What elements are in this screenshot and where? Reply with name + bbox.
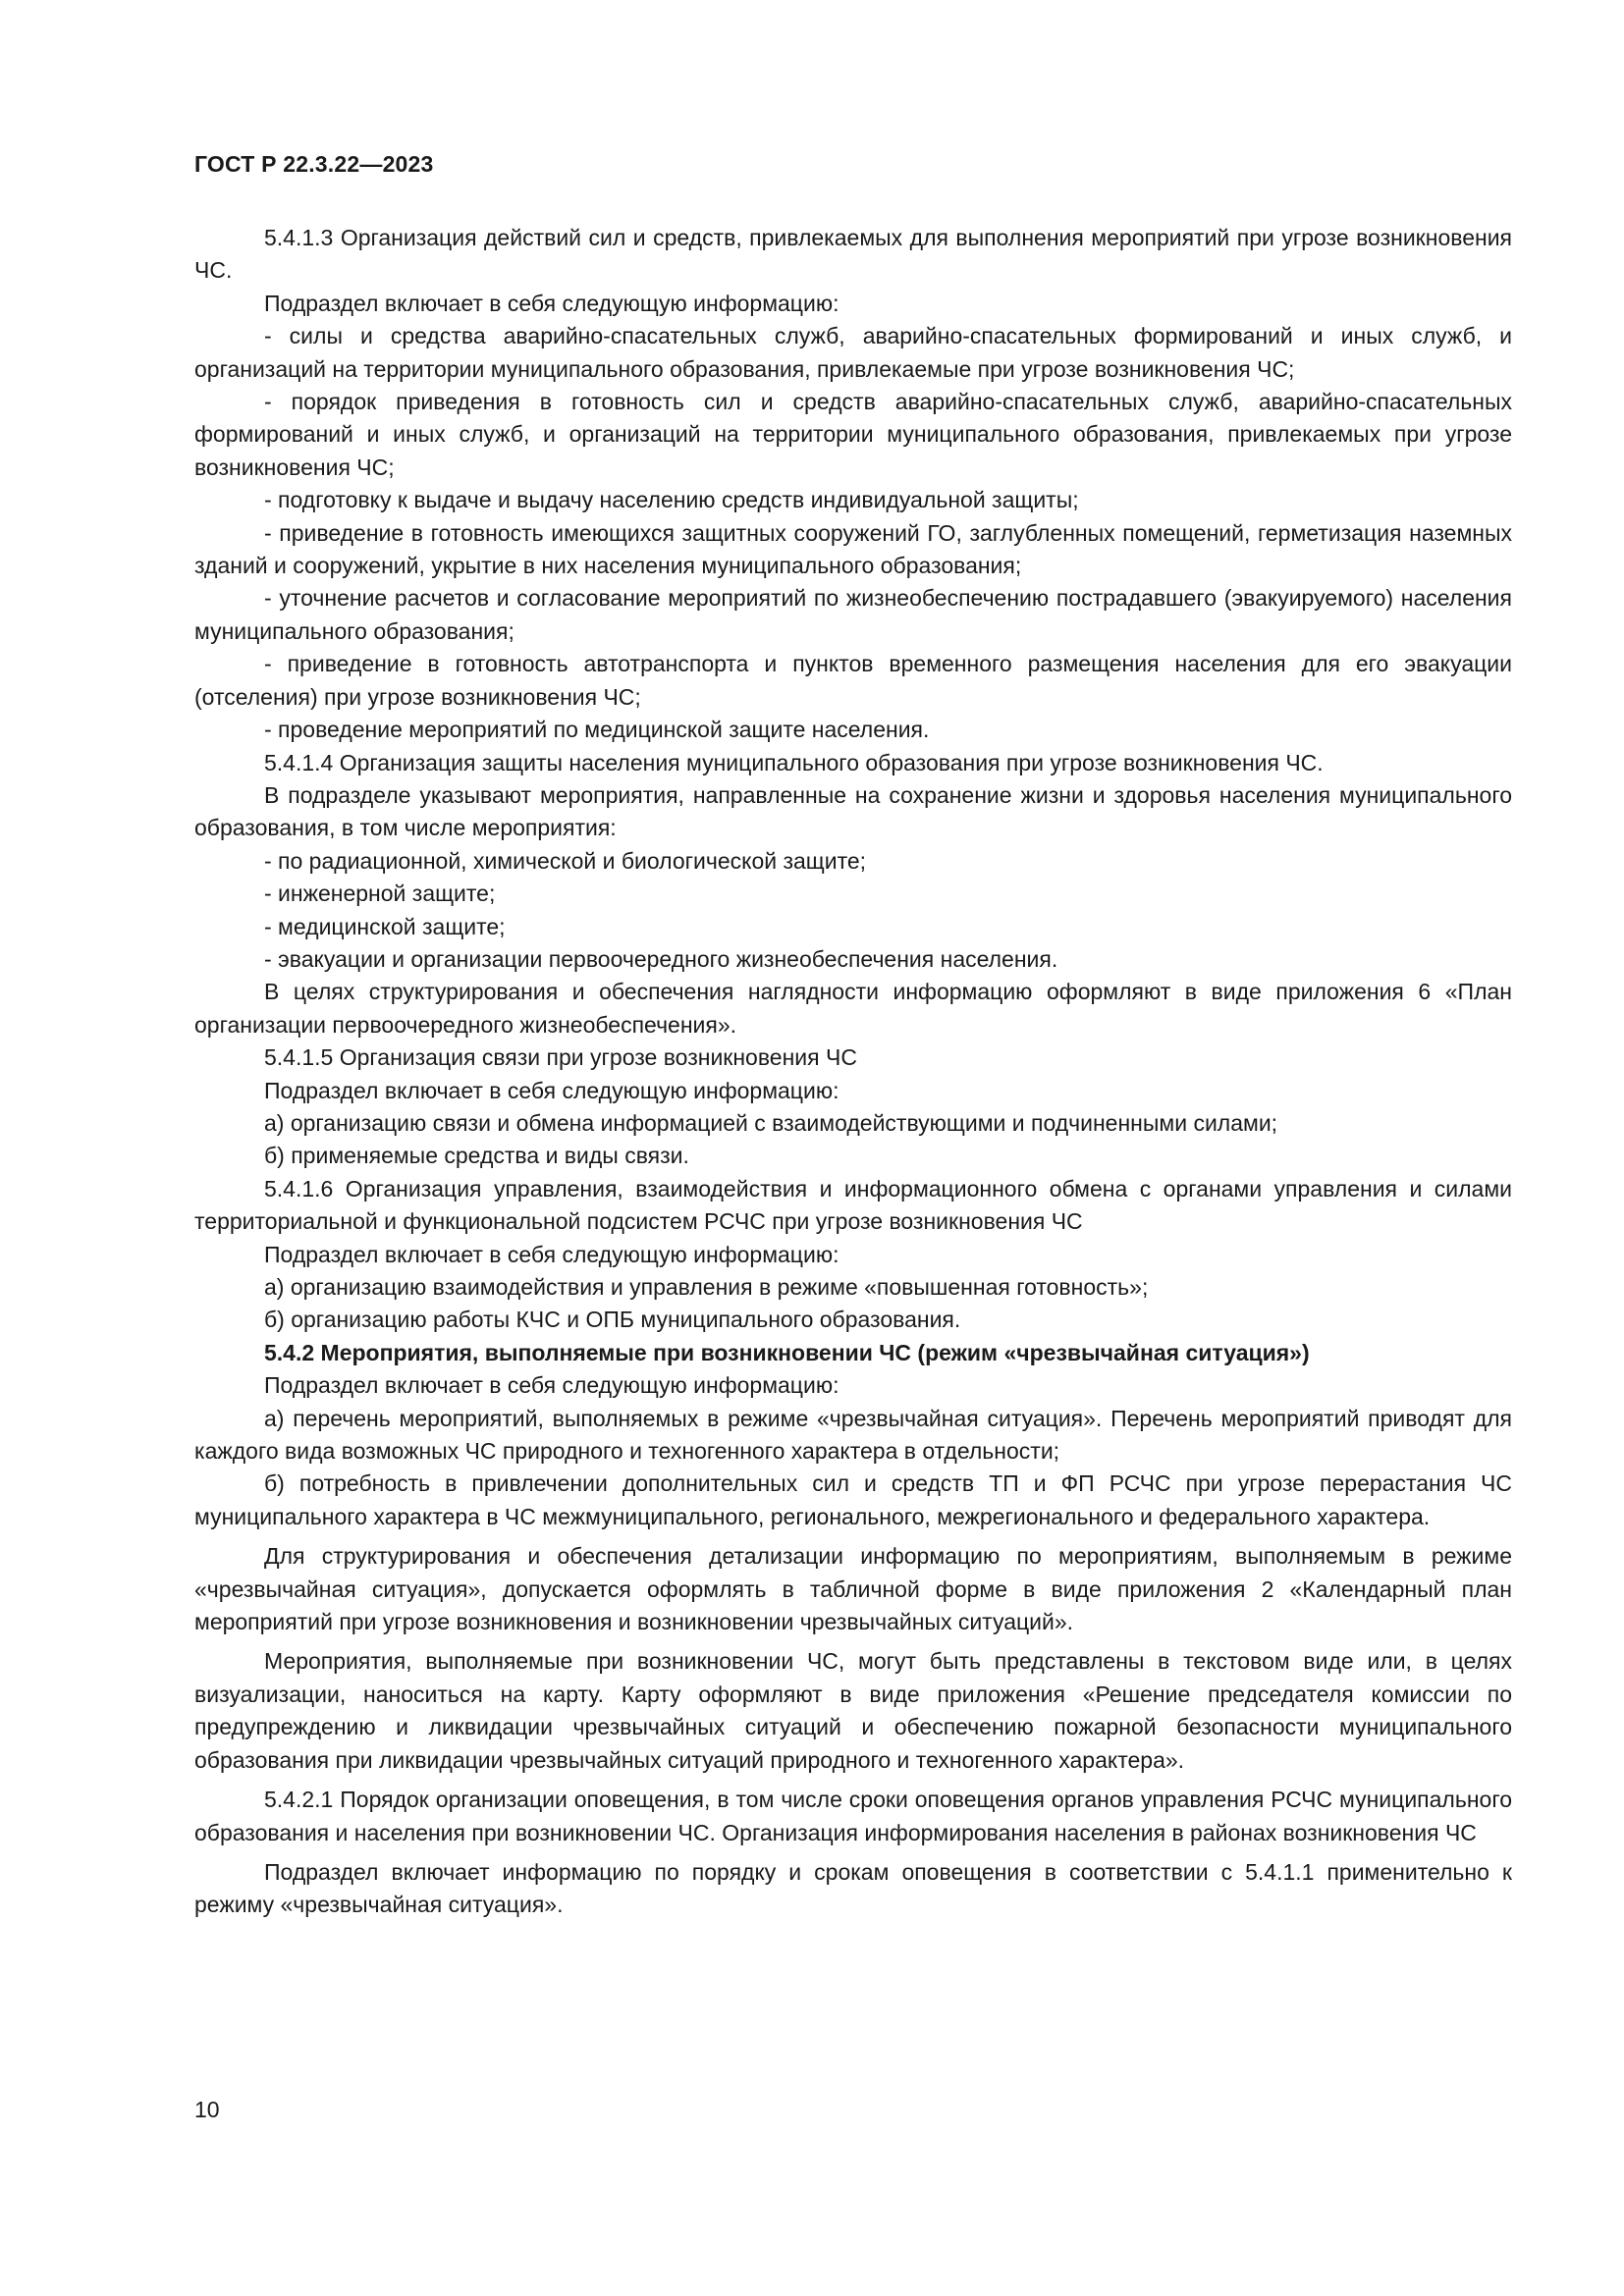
list-item: - силы и средства аварийно-спасательных служб, аварийно-спасательных формирований и иных служб, и организаций на территории муниципального образования, привлекаемые при угрозе возникновения ЧС;	[194, 323, 1512, 382]
section-heading-5-4-1-3: 5.4.1.3 Организация действий сил и средств, привлекаемых для выполнения мероприятий при угрозе возникновения ЧС.	[194, 225, 1512, 284]
list-item: - порядок приведения в готовность сил и средств аварийно-спасательных служб, аварийно-спасательных формирований и иных служб, и организаций на территории муниципального образования, привлекаемых при угрозе возникновения ЧС;	[194, 389, 1512, 480]
list-item: б) применяемые средства и виды связи.	[264, 1143, 689, 1169]
list-item: - приведение в готовность автотранспорта и пунктов временного размещения населения для его эвакуации (отселения) при угрозе возникновения ЧС;	[194, 651, 1512, 710]
paragraph: В целях структурирования и обеспечения наглядности информацию оформляют в виде приложения 6 «План организации первоочередного жизнеобеспечения».	[194, 979, 1512, 1038]
section-heading-5-4-1-4: 5.4.1.4 Организация защиты населения муниципального образования при угрозе возникновения ЧС.	[264, 749, 1324, 775]
section-heading-5-4-1-5: 5.4.1.5 Организация связи при угрозе возникновения ЧС	[264, 1044, 857, 1071]
paragraph: Подраздел включает в себя следующую информацию:	[264, 290, 839, 316]
page-number: 10	[194, 2097, 220, 2122]
list-item: - проведение мероприятий по медицинской защите населения.	[264, 717, 930, 743]
list-item: - медицинской защите;	[264, 913, 506, 939]
paragraph: Для структурирования и обеспечения детализации информацию по мероприятиям, выполняемым в режиме «чрезвычайная ситуация», допускается оформлять в табличной форме в виде приложения 2 «Календарный план мероприятий при угрозе возникновения и возникновении чрезвычайных ситуаций».	[194, 1543, 1512, 1635]
document-code-header: ГОСТ Р 22.3.22—2023	[194, 151, 434, 177]
document-body	[194, 222, 1512, 1922]
paragraph: Подраздел включает информацию по порядку и срокам оповещения в соответствии с 5.4.1.1 применительно к режиму «чрезвычайная ситуация».	[194, 1858, 1512, 1918]
list-item: б) потребность в привлечении дополнительных сил и средств ТП и ФП РСЧС при угрозе перерастания ЧС муниципального характера в ЧС межмуниципального, регионального, межрегионального и федерального характера.	[194, 1470, 1512, 1529]
section-heading-5-4-1-6: 5.4.1.6 Организация управления, взаимодействия и информационного обмена с органами управления и силами территориальной и функциональной подсистем РСЧС при угрозе возникновения ЧС	[194, 1175, 1512, 1235]
section-heading-5-4-2-1: 5.4.2.1 Порядок организации оповещения, в том числе сроки оповещения органов управления РСЧС муниципального образования и населения при возникновении ЧС. Организация информирования населения в районах возникновения ЧС	[194, 1787, 1512, 1845]
paragraph: В подразделе указывают мероприятия, направленные на сохранение жизни и здоровья населения муниципального образования, в том числе мероприятия:	[194, 781, 1512, 841]
section-heading-5-4-2: 5.4.2 Мероприятия, выполняемые при возникновении ЧС (режим «чрезвычайная ситуация»)	[264, 1339, 1310, 1365]
paragraph: Мероприятия, выполняемые при возникновении ЧС, могут быть представлены в текстовом виде или, в целях визуализации, наноситься на карту. Карту оформляют в виде приложения «Решение председателя комиссии по предупреждению и ликвидации чрезвычайных ситуаций и обеспечению пожарной безопасности муниципального образования при ликвидации чрезвычайных ситуаций природного и техногенного характера».	[194, 1648, 1512, 1773]
list-item: - по радиационной, химической и биологической защите;	[264, 847, 867, 874]
list-item: а) организацию взаимодействия и управления в режиме «повышенная готовность»;	[264, 1274, 1149, 1300]
list-item: - уточнение расчетов и согласование мероприятий по жизнеобеспечению пострадавшего (эвакуируемого) населения муниципального образования;	[194, 585, 1512, 644]
list-item: - эвакуации и организации первоочередного жизнеобеспечения населения.	[264, 945, 1058, 972]
list-item: - приведение в готовность имеющихся защитных сооружений ГО, заглубленных помещений, герметизация наземных зданий и сооружений, укрытие в них населения муниципального образования;	[194, 519, 1512, 579]
list-item: б) организацию работы КЧС и ОПБ муниципального образования.	[264, 1307, 961, 1333]
list-item: а) организацию связи и обмена информацией с взаимодействующими и подчиненными силами;	[264, 1109, 1278, 1136]
list-item: - подготовку к выдаче и выдачу населению средств индивидуальной защиты;	[264, 487, 1079, 513]
list-item: а) перечень мероприятий, выполняемых в режиме «чрезвычайная ситуация». Перечень мероприятий приводят для каждого вида возможных ЧС природного и техногенного характера в отдельности;	[194, 1405, 1512, 1465]
paragraph: Подраздел включает в себя следующую информацию:	[264, 1077, 839, 1103]
paragraph: Подраздел включает в себя следующую информацию:	[264, 1372, 839, 1399]
list-item: - инженерной защите;	[264, 881, 496, 907]
paragraph: Подраздел включает в себя следующую информацию:	[264, 1241, 839, 1267]
